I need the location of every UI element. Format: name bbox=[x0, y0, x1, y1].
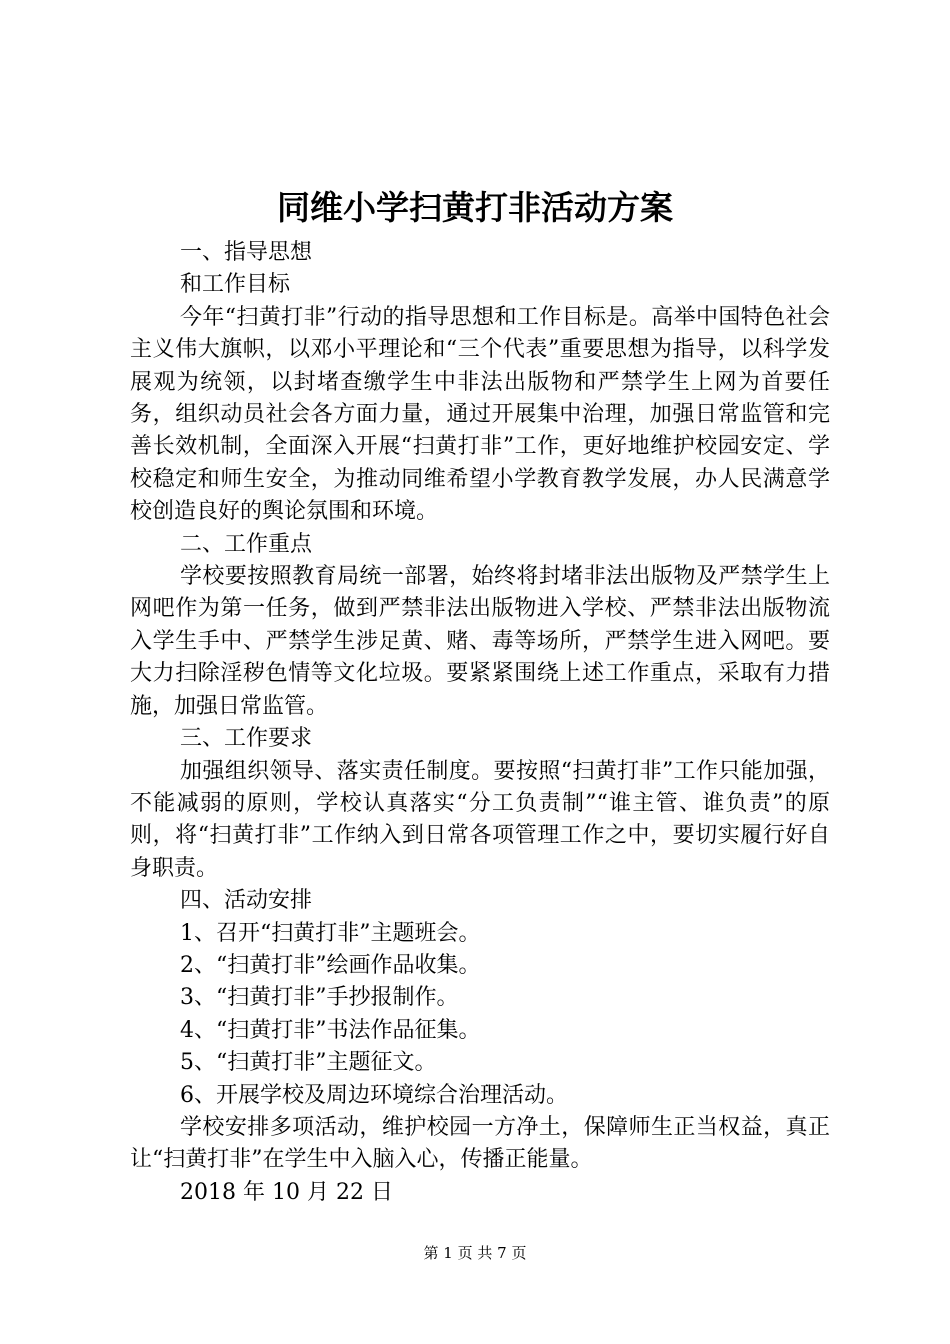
document-body bbox=[130, 237, 830, 1209]
section-heading-activities: 四、活动安排 bbox=[180, 888, 313, 914]
section-heading-work-requirements: 三、工作要求 bbox=[180, 726, 313, 752]
activity-item-2: 2、“扫黄打非”绘画作品收集。 bbox=[180, 952, 481, 978]
section-heading-work-focus: 二、工作重点 bbox=[180, 531, 313, 557]
paragraph-work-focus: 学校要按照教育局统一部署，始终将封堵非法出版物及严禁学生上网吧作为第一任务，做到严禁非法出版物进入学校、严禁非法出版物流入学生手中、严禁学生涉足黄、赌、毒等场所，严禁学生进入网吧。要大力扫除淫秽色情等文化垃圾。要紧紧围绕上述工作重点，采取有力措施，加强日常监管。 bbox=[130, 564, 830, 719]
paragraph-closing: 学校安排多项活动，维护校园一方净土，保障师生正当权益，真正让“扫黄打非”在学生中入脑入心，传播正能量。 bbox=[130, 1114, 830, 1173]
activity-item-6: 6、开展学校及周边环境综合治理活动。 bbox=[180, 1082, 568, 1108]
page-footer: 第 1 页 共 7 页 bbox=[423, 1244, 527, 1262]
activity-item-3: 3、“扫黄打非”手抄报制作。 bbox=[180, 985, 459, 1011]
section-heading-continuation: 和工作目标 bbox=[180, 272, 291, 298]
activity-item-5: 5、“扫黄打非”主题征文。 bbox=[180, 1050, 437, 1076]
document-date: 2018 年 10 月 22 日 bbox=[180, 1179, 393, 1205]
paragraph-guiding-ideology: 今年“扫黄打非”行动的指导思想和工作目标是。高举中国特色社会主义伟大旗帜，以邓小平理论和“三个代表”重要思想为指导，以科学发展观为统领，以封堵查缴学生中非法出版物和严禁学生上网为首要任务，组织动员社会各方面力量，通过开展集中治理，加强日常监管和完善长效机制，全面深入开展“扫黄打非”工作，更好地维护校园安定、学校稳定和师生安全，为推动同维希望小学教育教学发展，办人民满意学校创造良好的舆论氛围和环境。 bbox=[130, 304, 830, 525]
paragraph-work-requirements: 加强组织领导、落实责任制度。要按照“扫黄打非”工作只能加强，不能减弱的原则，学校认真落实“分工负责制”“谁主管、谁负责”的原则，将“扫黄打非”工作纳入到日常各项管理工作之中，要切实履行好自身职责。 bbox=[130, 758, 830, 881]
document-title: 同维小学扫黄打非活动方案 bbox=[277, 188, 673, 227]
section-heading-guiding-ideology: 一、指导思想 bbox=[180, 240, 313, 265]
activity-item-4: 4、“扫黄打非”书法作品征集。 bbox=[180, 1017, 481, 1043]
activity-item-1: 1、召开“扫黄打非”主题班会。 bbox=[180, 920, 481, 946]
